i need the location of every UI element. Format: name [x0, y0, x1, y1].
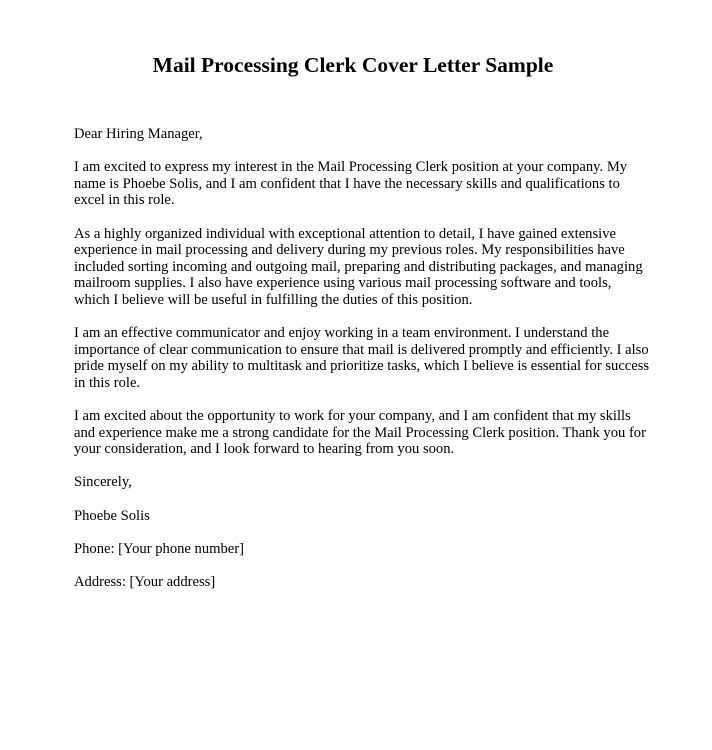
paragraph-closing: I am excited about the opportunity to work for your company, and I am confident that my skills and experience make me a strong candidate for the Mail Processing Clerk position. Thank you for your consideration, and I look forward to hearing from you soon. — [74, 408, 646, 458]
paragraph-communication: I am an effective communicator and enjoy working in a team environment. I understand the importance of clear communication to ensure that mail is delivered promptly and efficiently. I also pride myself on my ability to multitask and prioritize tasks, which I believe is essential for success in this role. — [74, 325, 650, 391]
salutation: Dear Hiring Manager, — [74, 126, 203, 142]
document-title: Mail Processing Clerk Cover Letter Sample — [152, 53, 554, 77]
address-line: Address: [Your address] — [74, 574, 216, 591]
paragraph-experience: As a highly organized individual with exceptional attention to detail, I have gained extensive experience in mail processing and delivery during my previous roles. My responsibilities have included sorting incoming and outgoing mail, preparing and distributing packages, and managing mailroom supplies. I also have experience using various mail processing software and tools, which I believe will be useful in fulfilling the duties of this position. — [74, 225, 643, 308]
signature-name: Phoebe Solis — [74, 507, 150, 524]
letter-body — [74, 126, 650, 607]
paragraph-intro: I am excited to express my interest in the Mail Processing Clerk position at your company. My name is Phoebe Solis, and I am confident that I have the necessary skills and qualifications to excel in this role. — [74, 159, 628, 209]
closing: Sincerely, — [74, 474, 132, 491]
phone-line: Phone: [Your phone number] — [74, 540, 244, 557]
